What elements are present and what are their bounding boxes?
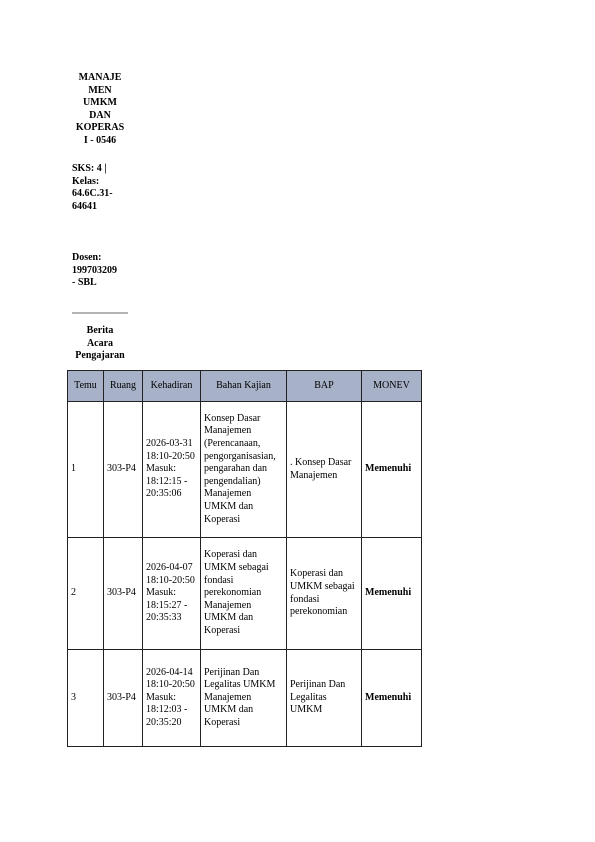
cell-ruang: 303-P4 bbox=[104, 650, 143, 747]
section-title-line: Pengajaran bbox=[75, 350, 125, 362]
table-header-row bbox=[68, 371, 422, 402]
course-title-line: I - 0546 bbox=[83, 134, 117, 146]
table-row bbox=[68, 538, 422, 650]
section-title-line: Berita bbox=[86, 325, 114, 336]
cell-temu: 3 bbox=[68, 650, 104, 747]
class-code-line: 64641 bbox=[72, 200, 97, 212]
table-row bbox=[68, 402, 422, 538]
course-title-line: UMKM bbox=[83, 97, 117, 109]
table-row bbox=[68, 650, 422, 747]
cell-bahan-kajian: Perijinan Dan Legalitas UMKM Manajemen UMKM dan Koperasi bbox=[201, 650, 287, 747]
class-code-line: 64.6C.31- bbox=[72, 188, 113, 200]
cell-ruang: 303-P4 bbox=[104, 402, 143, 538]
class-label: Kelas: bbox=[72, 175, 100, 187]
cell-bap: Perijinan Dan Legalitas UMKM bbox=[287, 650, 362, 747]
sks-line: SKS: 4 | bbox=[72, 163, 107, 174]
lecturer-label: Dosen: bbox=[72, 252, 102, 263]
header-bahan-kajian: Bahan Kajian bbox=[201, 371, 287, 402]
course-title-line: KOPERAS bbox=[75, 122, 125, 134]
course-title bbox=[70, 72, 130, 148]
course-title-line: DAN bbox=[89, 109, 111, 121]
cell-bahan-kajian: Konsep Dasar Manajemen (Perencanaan, pengorganisasian, pengarahan dan pengendalian) Manajemen UMKM dan Koperasi bbox=[201, 402, 287, 538]
cell-monev: Memenuhi bbox=[362, 402, 422, 538]
cell-kehadiran: 2026-04-07 18:10-20:50 Masuk: 18:15:27 - 20:35:33 bbox=[143, 538, 201, 650]
section-title-line: Acara bbox=[86, 337, 114, 349]
cell-monev: Memenuhi bbox=[362, 538, 422, 650]
course-title-line: MANAJE bbox=[78, 72, 122, 83]
header-kehadiran: Kehadiran bbox=[143, 371, 201, 402]
lecturer-info bbox=[72, 252, 132, 290]
cell-monev: Memenuhi bbox=[362, 650, 422, 747]
cell-ruang: 303-P4 bbox=[104, 538, 143, 650]
cell-temu: 1 bbox=[68, 402, 104, 538]
section-title bbox=[70, 325, 130, 363]
cell-temu: 2 bbox=[68, 538, 104, 650]
cell-kehadiran: 2026-04-14 18:10-20:50 Masuk: 18:12:03 - 20:35:20 bbox=[143, 650, 201, 747]
divider bbox=[72, 312, 128, 314]
sks-class-info bbox=[72, 163, 132, 213]
header-monev: MONEV bbox=[362, 371, 422, 402]
cell-kehadiran: 2026-03-31 18:10-20:50 Masuk: 18:12:15 - 20:35:06 bbox=[143, 402, 201, 538]
header-temu: Temu bbox=[68, 371, 104, 402]
course-title-line: MEN bbox=[88, 84, 112, 96]
header-ruang: Ruang bbox=[104, 371, 143, 402]
cell-bap: Koperasi dan UMKM sebagai fondasi perekonomian bbox=[287, 538, 362, 650]
cell-bahan-kajian: Koperasi dan UMKM sebagai fondasi perekonomian Manajemen UMKM dan Koperasi bbox=[201, 538, 287, 650]
teaching-record-table bbox=[67, 370, 422, 747]
header-bap: BAP bbox=[287, 371, 362, 402]
cell-bap: . Konsep Dasar Manajemen bbox=[287, 402, 362, 538]
lecturer-id-line: 199703209 bbox=[72, 264, 117, 276]
lecturer-id-line: - SBL bbox=[72, 277, 97, 289]
